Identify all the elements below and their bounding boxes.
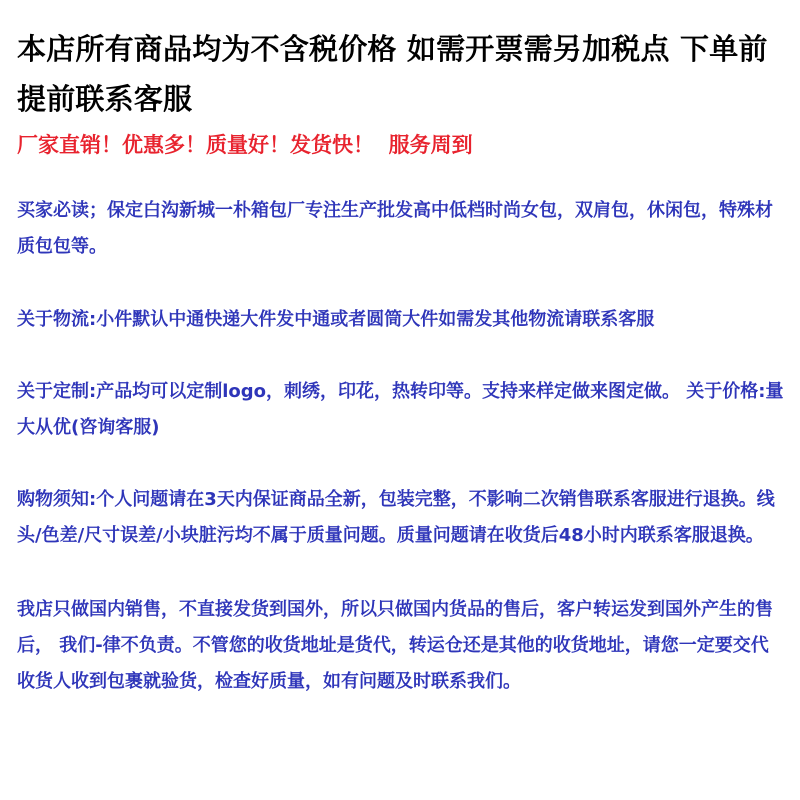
domestic-sales-notice: 我店只做国内销售，不直接发货到国外，所以只做国内货品的售后，客户转运发到国外产生的售后， 我们-律不负责。不管您的收货地址是货代，转运仓还是其他的收货地址，请您一定要交代收货人收到包裹就验货，检查好质量，如有问题及时联系我们。	[17, 599, 773, 692]
return-policy-notice: 购物须知:个人问题请在3天内保证商品全新，包装完整，不影响二次销售联系客服进行退换。线头/色差/尺寸误差/小块脏污均不属于质量问题。质量问题请在收货后48小时内联系客服退换。	[17, 489, 775, 546]
factory-slogan: 厂家直销！优惠多！质量好！发货快！ 服务周到	[17, 133, 473, 157]
tax-notice-headline: 本店所有商品均为不含税价格 如需开票需另加税点 下单前提前联系客服	[17, 32, 768, 116]
customization-pricing-notice: 关于定制:产品均可以定制logo，刺绣，印花，热转印等。支持来样定做来图定做。 关于价格:量大从优(咨询客服)	[17, 381, 784, 438]
logistics-notice: 关于物流:小件默认中通快递大件发中通或者圆筒大件如需发其他物流请联系客服	[17, 309, 655, 330]
buyer-must-read-notice: 买家必读；保定白沟新城一朴箱包厂专注生产批发高中低档时尚女包，双肩包，休闲包，特殊材质包包等。	[17, 200, 773, 257]
